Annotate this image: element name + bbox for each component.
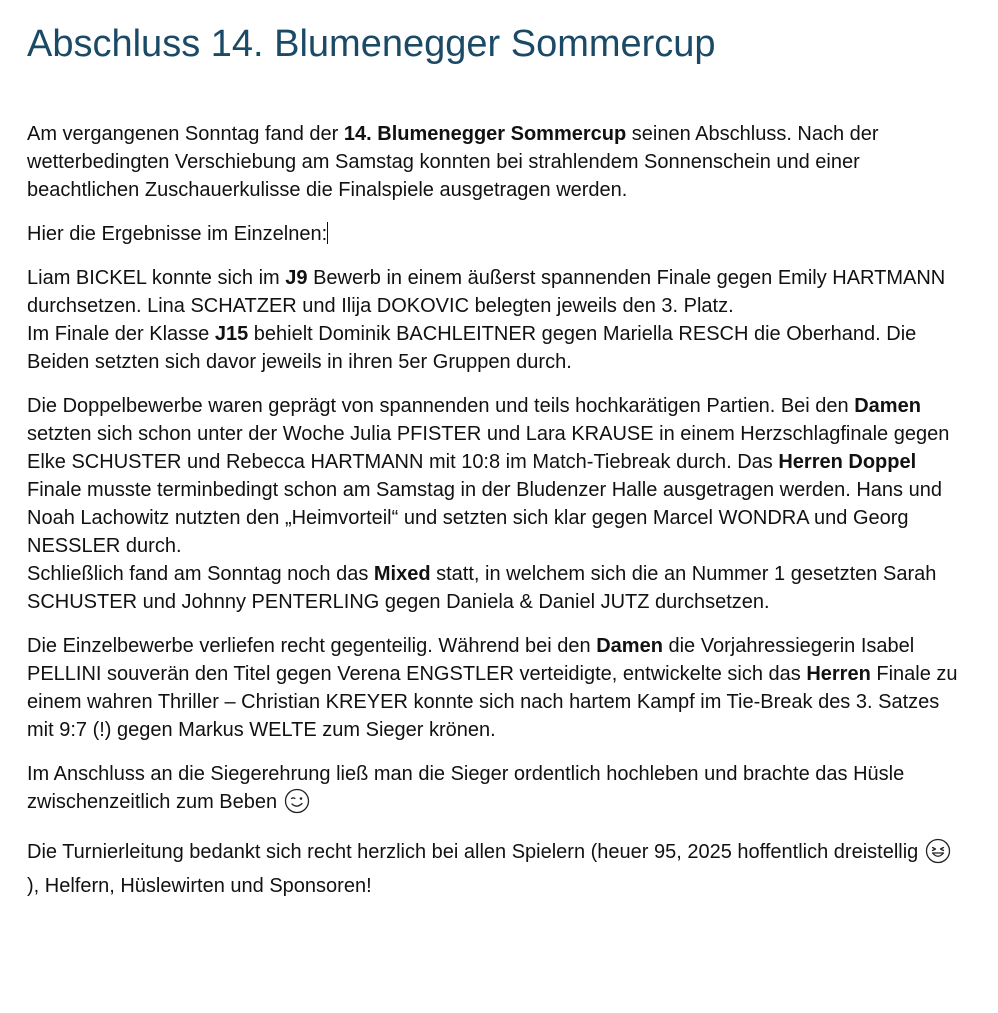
grinning-squinting-face-icon [925, 838, 951, 872]
singles-results-paragraph: Die Einzelbewerbe verliefen recht gegenteilig. Während bei den Damen die Vorjahressiegerin Isabel PELLINI souverän den Titel gegen Verena ENGSTLER verteidigte, entwickelte sich das Herren Finale zu einem wahren Thriller – Christian KREYER konnte sich nach hartem Kampf im Tie-Break des 3. Satzes mit 9:7 (!) gegen Markus WELTE zum Sieger krönen. [27, 635, 958, 741]
celebration-paragraph: Im Anschluss an die Siegerehrung ließ man die Sieger ordentlich hochleben und brachte das Hüsle zwischenzeitlich zum Beben [27, 760, 962, 822]
results-heading-paragraph[interactable]: Hier die Ergebnisse im Einzelnen: [27, 223, 328, 245]
winking-face-icon [284, 788, 310, 822]
doubles-results-paragraph: Die Doppelbewerbe waren geprägt von spannenden und teils hochkarätigen Partien. Bei den Damen setzten sich schon unter der Woche Julia PFISTER und Lara KRAUSE in einem Herzschlagfinale gegen Elke SCHUSTER und Rebecca HARTMANN mit 10:8 im Match-Tiebreak durch. Das Herren Doppel Finale musste terminbedingt schon am Samstag in der Bludenzer Halle ausgetragen werden. Hans und Noah Lachowitz nutzten den „Heimvorteil“ und setzten sich klar gegen Marcel WONDRA und Georg NESSLER durch. Schließlich fand am Sonntag noch das Mixed statt, in welchem sich die an Nummer 1 gesetzten Sarah SCHUSTER und Johnny PENTERLING gegen Daniela & Daniel JUTZ durchsetzen. [27, 395, 950, 613]
article [27, 18, 962, 916]
youth-results-paragraph: Liam BICKEL konnte sich im J9 Bewerb in einem äußerst spannenden Finale gegen Emily HARTMANN durchsetzen. Lina SCHATZER und Ilija DOKOVIC belegten jeweils den 3. Platz. Im Finale der Klasse J15 behielt Dominik BACHLEITNER gegen Mariella RESCH die Oberhand. Die Beiden setzten sich davor jeweils in ihren 5er Gruppen durch. [27, 267, 946, 373]
text-cursor [327, 222, 328, 244]
thanks-paragraph: Die Turnierleitung bedankt sich recht herzlich bei allen Spielern (heuer 95, 2025 hoffentlich dreistellig ), Helfern, Hüslewirten und Sponsoren! [27, 838, 962, 900]
intro-paragraph: Am vergangenen Sonntag fand der 14. Blumenegger Sommercup seinen Abschluss. Nach der wetterbedingten Verschiebung am Samstag konnten bei strahlendem Sonnenschein und einer beachtlichen Zuschauerkulisse die Finalspiele ausgetragen werden. [27, 123, 879, 201]
article-title: Abschluss 14. Blumenegger Sommercup [27, 23, 716, 65]
